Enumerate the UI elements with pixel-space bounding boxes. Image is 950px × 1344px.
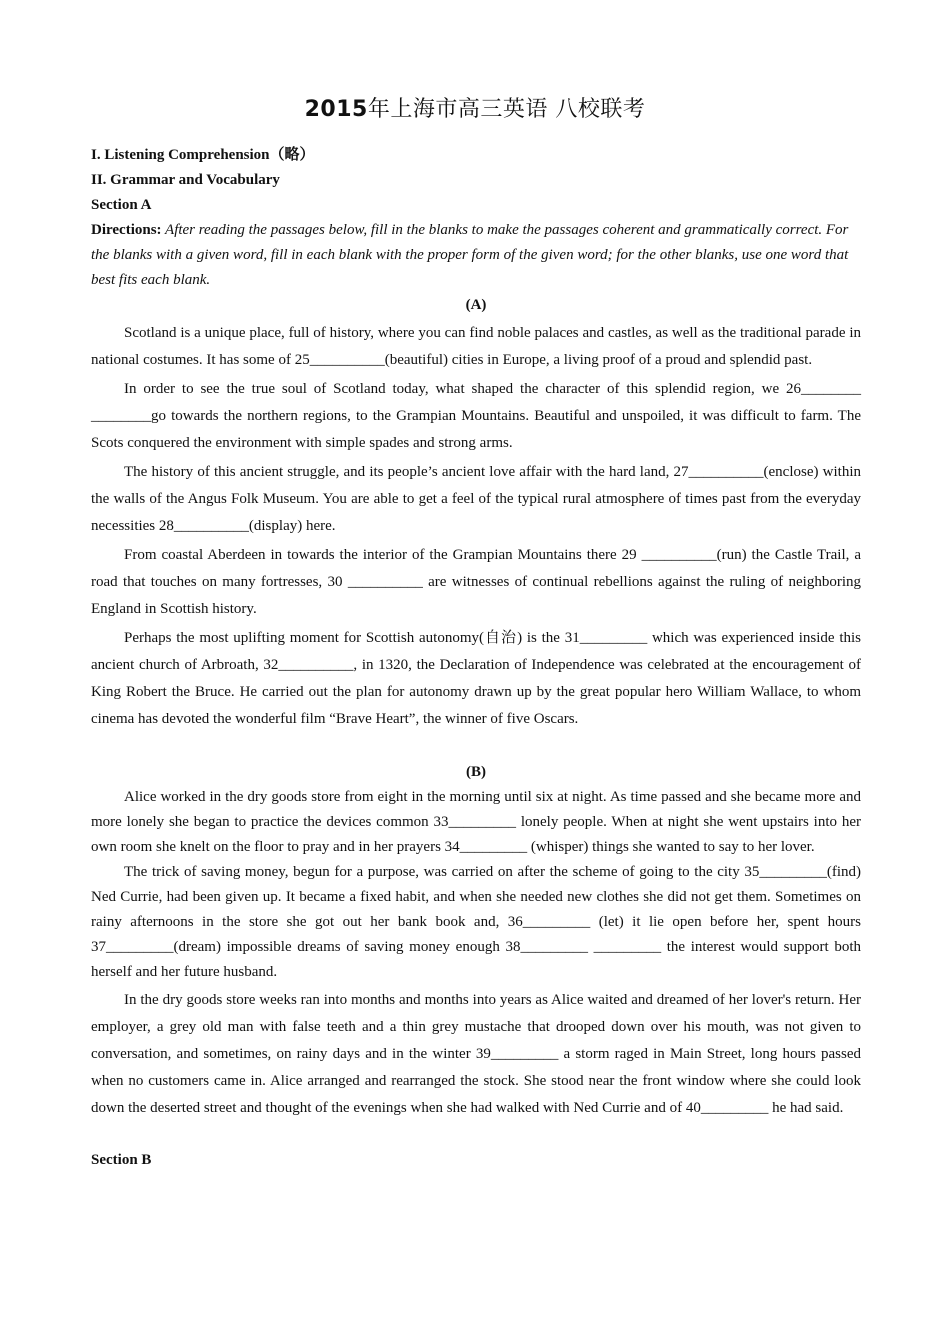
passage-a-label: (A) [465,297,487,313]
passage-a-paragraph-2: In order to see the true soul of Scotland today, what shaped the character of this splendid region, we 26________ ________go towards the northern regions, to the Grampian Mountains. Beautiful and unspoiled, it was difficult to farm. The Scots conquered the environment with simple spades and strong arms. [91,381,861,451]
title-year: 2015 [304,97,368,122]
title-text: 年上海市高三英语 八校联考 [367,97,646,122]
passage-a-paragraph-5: Perhaps the most uplifting moment for Scottish autonomy(自治) is the 31_________ which was experienced inside this ancient church of Arbroath, 32__________, in 1320, the Declaration of Independence was celebrated at the encouragement of King Robert the Bruce. He carried out the plan for autonomy drawn up by the great popular hero William Wallace, to whom cinema has devoted the wonderful film “Brave Heart”, the winner of five Oscars. [91,630,861,727]
spacer [91,1122,861,1148]
passage-a-paragraph-4: From coastal Aberdeen in towards the interior of the Grampian Mountains there 29 __________(run) the Castle Trail, a road that touches on many fortresses, 30 __________ are witnesses of continual rebellions against the ruling of neighboring England in Scottish history. [91,547,861,617]
heading-grammar: II. Grammar and Vocabulary [91,172,280,188]
directions [91,218,861,293]
passage-b-paragraph-3: In the dry goods store weeks ran into months and months into years as Alice waited and dreamed of her lover's return. Her employer, a grey old man with false teeth and a thin grey mustache that drooped down over his mouth, was not given to conversation, and sometimes, on rainy days and in the winter 39_________ a storm raged in Main Street, long hours passed when no customers came in. Alice arranged and rearranged the stock. She stood near the front window where she could look down the deserted street and thought of the evenings when she had walked with Ned Currie and of 40_________ he had said. [91,992,861,1116]
directions-text: After reading the passages below, fill in the blanks to make the passages coherent and grammatically correct. For the blanks with a given word, fill in each blank with the proper form of the given word; for the other blanks, use one word that best fits each blank. [91,222,849,288]
directions-label: Directions: [91,222,162,238]
heading-section-a: Section A [91,197,152,213]
passage-b-paragraph-2: The trick of saving money, begun for a purpose, was carried on after the scheme of going to the city 35_________(find) Ned Currie, had been given up. It became a fixed habit, and when she needed new clothes she did not get them. Sometimes on rainy afternoons in the store she got out her bank book and, 36_________ (let) it lie open before her, spent hours 37_________(dream) impossible dreams of saving money enough 38_________ _________ the interest would support both herself and her future husband. [91,864,861,980]
passage-a-paragraph-3: The history of this ancient struggle, and its people’s ancient love affair with the hard land, 27__________(enclose) within the walls of the Angus Folk Museum. You are able to get a feel of the typical rural atmosphere of times past from the everyday necessities 28__________(display) here. [91,464,861,534]
heading-listening: I. Listening Comprehension（略） [91,147,315,163]
spacer [91,733,861,760]
document-body [91,143,861,1173]
heading-section-b: Section B [91,1152,152,1168]
passage-b-label: (B) [466,764,486,780]
passage-a-paragraph-1: Scotland is a unique place, full of history, where you can find noble palaces and castles, as well as the traditional parade in national costumes. It has some of 25__________(beautiful) cities in Europe, a living proof of a proud and splendid past. [91,325,861,368]
page-title [0,92,950,123]
passage-b-paragraph-1: Alice worked in the dry goods store from eight in the morning until six at night. As time passed and she became more and more lonely she began to practice the devices common 33_________ lonely people. When at night she went upstairs into her own room she knelt on the floor to pray and in her prayers 34_________ (whisper) things she wanted to say to her lover. [91,789,861,855]
